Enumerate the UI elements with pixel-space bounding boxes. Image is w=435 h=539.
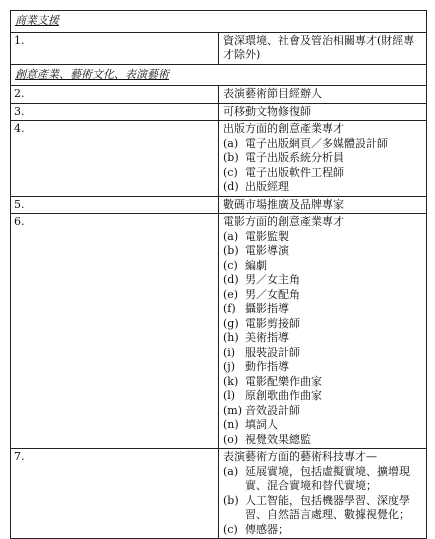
sub-item xyxy=(223,465,422,494)
sub-item xyxy=(223,180,422,195)
sub-item-text: 動作指導 xyxy=(245,360,289,373)
sub-item xyxy=(223,302,422,317)
sub-item-text: 電子出版網頁／多媒體設計師 xyxy=(245,136,388,150)
section-heading: 商業支援 xyxy=(11,11,427,33)
sub-item-text: 延展實境，包括虛擬實境、擴增現實、混合實境和替代實境； xyxy=(245,464,410,492)
item-content xyxy=(219,32,427,64)
sub-item xyxy=(223,360,422,375)
sub-item-marker: (f) xyxy=(223,302,236,315)
item-number: 6. xyxy=(11,214,219,449)
item-row xyxy=(11,32,427,64)
item-title: 表演藝術節目經辦人 xyxy=(223,87,322,100)
sub-item-marker: (a) xyxy=(223,136,239,150)
section-heading-row xyxy=(11,11,427,33)
sub-item xyxy=(223,389,422,404)
sub-item xyxy=(223,346,422,361)
sub-item-marker: (n) xyxy=(223,418,239,431)
item-content xyxy=(219,86,427,104)
item-row xyxy=(11,449,427,539)
item-content xyxy=(219,214,427,449)
item-number: 1. xyxy=(11,32,219,64)
item-content xyxy=(219,103,427,121)
sub-item xyxy=(223,230,422,245)
sub-item xyxy=(223,259,422,274)
sub-item-text: 原創歌曲作曲家 xyxy=(245,389,322,402)
sub-item-marker: (m) xyxy=(223,403,243,417)
sub-item xyxy=(223,331,422,346)
sub-item xyxy=(223,375,422,390)
sub-item-text: 電子出版系統分析員 xyxy=(245,151,344,164)
sub-item-text: 男／女主角 xyxy=(245,273,300,286)
item-row xyxy=(11,103,427,121)
sub-item-marker: (c) xyxy=(223,522,238,536)
sub-item-marker: (a) xyxy=(223,464,239,478)
item-title: 資深環境、社會及管治相關專才(財經專才除外) xyxy=(223,33,415,61)
sub-item-marker: (b) xyxy=(223,493,239,507)
section-heading-row xyxy=(11,64,427,86)
item-number: 7. xyxy=(11,449,219,539)
sub-item-text: 電影剪接師 xyxy=(245,316,300,330)
sub-item xyxy=(223,418,422,433)
item-row xyxy=(11,196,427,214)
sub-item-text: 男／女配角 xyxy=(245,287,300,301)
item-title: 數碼市場推廣及品牌專家 xyxy=(223,197,344,211)
item-title: 電影方面的創意產業專才 xyxy=(223,215,344,228)
sub-item-marker: (c) xyxy=(223,258,238,272)
sub-item-text: 人工智能，包括機器學習、深度學習、自然語言處理、數據視覺化； xyxy=(245,493,410,521)
sub-item-marker: (d) xyxy=(223,273,239,286)
sub-item-text: 電子出版軟件工程師 xyxy=(245,165,344,179)
sub-item xyxy=(223,137,422,152)
item-content xyxy=(219,449,427,539)
sub-item xyxy=(223,244,422,259)
item-number: 3. xyxy=(11,103,219,121)
sub-item-text: 美術指導 xyxy=(245,331,289,344)
sub-item-marker: (o) xyxy=(223,432,239,446)
item-title: 表演藝術方面的藝術科技專才— xyxy=(223,450,377,463)
sub-item xyxy=(223,166,422,181)
sub-item-marker: (b) xyxy=(223,244,239,257)
sub-item xyxy=(223,288,422,303)
item-number: 2. xyxy=(11,86,219,104)
sub-item-text: 傳感器； xyxy=(245,522,289,536)
talent-list-table xyxy=(10,10,427,539)
sub-item xyxy=(223,151,422,166)
item-content xyxy=(219,196,427,214)
item-number: 5. xyxy=(11,196,219,214)
sub-item-marker: (e) xyxy=(223,287,239,301)
sub-item xyxy=(223,433,422,448)
sub-item-marker: (k) xyxy=(223,374,239,388)
sub-item-marker: (i) xyxy=(223,345,236,359)
sub-item-marker: (c) xyxy=(223,165,238,179)
section-heading: 創意產業、藝術文化、表演藝術 xyxy=(11,64,427,86)
sub-item-text: 電影監製 xyxy=(245,229,289,243)
sub-item-marker: (l) xyxy=(223,389,236,402)
sub-item-marker: (h) xyxy=(223,331,239,344)
item-title: 可移動文物修復師 xyxy=(223,104,311,118)
sub-item xyxy=(223,273,422,288)
sub-item-text: 出版經理 xyxy=(245,180,289,193)
sub-item-text: 視覺效果總監 xyxy=(245,432,311,446)
sub-item-marker: (a) xyxy=(223,229,239,243)
sub-item-text: 電影導演 xyxy=(245,244,289,257)
sub-item-marker: (b) xyxy=(223,151,239,164)
sub-item xyxy=(223,494,422,523)
item-row xyxy=(11,214,427,449)
sub-item xyxy=(223,317,422,332)
sub-item-text: 攝影指導 xyxy=(245,302,289,315)
item-row xyxy=(11,86,427,104)
item-number: 4. xyxy=(11,121,219,197)
sub-item-text: 服裝設計師 xyxy=(245,345,300,359)
sub-item-text: 音效設計師 xyxy=(245,403,300,417)
item-row xyxy=(11,121,427,197)
sub-item-marker: (g) xyxy=(223,316,239,330)
sub-item-marker: (d) xyxy=(223,180,239,193)
item-title: 出版方面的創意產業專才 xyxy=(223,122,344,135)
sub-item-text: 填詞人 xyxy=(245,418,278,431)
sub-item-text: 編劇 xyxy=(245,258,267,272)
item-content xyxy=(219,121,427,197)
sub-item xyxy=(223,404,422,419)
sub-item-text: 電影配樂作曲家 xyxy=(245,374,322,388)
sub-item-marker: (j) xyxy=(223,360,235,373)
talent-list-document xyxy=(10,10,427,539)
